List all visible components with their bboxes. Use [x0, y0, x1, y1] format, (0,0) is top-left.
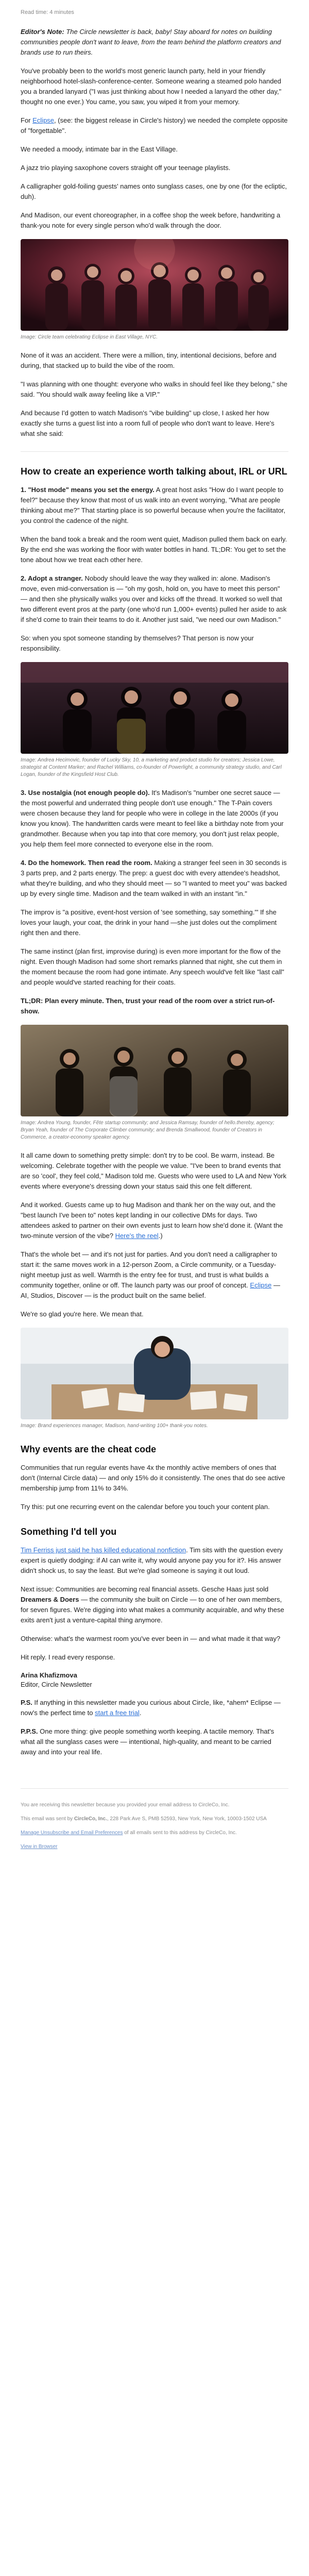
free-trial-link[interactable]: start a free trial: [95, 1709, 140, 1717]
none-paragraph: None of it was an accident. There were a million, tiny, intentional decisions, before and during, that stacked up to build the vibe of the room.: [21, 351, 277, 369]
photo-caption: Image: Brand experiences manager, Madison, hand-writing 100+ thank-you notes.: [21, 1423, 208, 1429]
worked-text: And it worked. Guests came up to hug Madison and thank her on the way out, and the "best launch I've been to" notes kept landing in our collective DMs for days. Two attendees asked to partner on their own events just to learn how she'd done it. (Want the two-minute version of the vibe?: [21, 1201, 283, 1240]
eclipse-paragraph: [21, 115, 288, 136]
news-bold: Dreamers & Doers: [21, 1596, 79, 1603]
photo-caption: Image: Circle team celebrating Eclipse in East Village, NYC.: [21, 334, 158, 340]
footer-address: , 228 Park Ave S, PMB 52593, New York, New York, 10003-1502 USA: [107, 1816, 267, 1822]
read-time: Read time: 4 minutes: [21, 9, 74, 15]
together-paragraph: It all came down to something pretty simple: don't try to be cool. Be warm, instead. Be welcoming. Celebrate together with the people we value. "I've been to brand events that are so 'cool', they feel cold," Madison told me. Guests who were used to LA and New York events where everyone's dressing down your status said this one felt different.: [21, 1151, 287, 1190]
tip-adopt-stranger: [21, 573, 288, 625]
so-paragraph: So: when you spot someone standing by themselves? That person is now your responsibility.: [21, 634, 254, 652]
footer-manage: [21, 1829, 288, 1837]
section-title-why-events: Why events are the cheat code: [21, 1444, 157, 1454]
thats-end: — AI, Studios, Discover — is the product built on the same belief.: [21, 1281, 280, 1299]
sig-name-text: Arina Khafizmova: [21, 1671, 77, 1679]
editors-note-text: The Circle newsletter is back, baby! Stay aboard for notes on building communities people don't want to leave, from the team behind the platform creators and brands use to run theirs.: [21, 28, 281, 56]
tip-homework: [21, 858, 288, 899]
tip-nostalgia: [21, 788, 288, 850]
pps-text: One more thing: give people something worth keeping. A tactile memory. That's what all the sunglass cases were — intentional, high-quality, and meant to be carried away and into your real life.: [21, 1727, 274, 1756]
tip-lead: 1. "Host mode" means you set the energy.: [21, 486, 154, 494]
thats-paragraph: [21, 1249, 288, 1301]
quote-paragraph: "I was planning with one thought: everyone who walks in should feel like they belong," she said. "You should walk away feeling like a VIP.": [21, 380, 287, 398]
tip-text: Making a stranger feel seen in 30 seconds is 3 parts prep, and 2 parts energy. The prep: a guest doc with every attendee's headshot, what they're building, and who they should meet — so "I wanted to meet you" was backed up by every single time. Madison and the team walked in with an instant "in.": [21, 859, 287, 897]
footer-company: CircleCo, Inc.: [74, 1816, 107, 1822]
band-paragraph: When the band took a break and the room went quiet, Madison pulled them back on early. By the end she was working the floor with water bottles in hand. TL;DR: You get to set the tone about how we treat each other here.: [21, 535, 287, 564]
pps-paragraph: [21, 1726, 288, 1757]
photo-team-celebrating: [21, 239, 288, 331]
tip-lead: 4. Do the homework. Then read the room.: [21, 859, 152, 867]
news-post: — the community she built on Circle — to one of her own members, for seven figures. We're digging into what makes a community acquirable, and why these exits aren't just a venture-capital thing anymore.: [21, 1596, 284, 1624]
next-issue-paragraph: [21, 1584, 288, 1625]
glad-paragraph: We're so glad you're here. We mean that.: [21, 1310, 144, 1318]
worked-end: .): [158, 1232, 163, 1240]
tip-lead: 3. Use nostalgia (not enough people do).: [21, 789, 150, 796]
same-paragraph: The same instinct (plan first, improvise during) is even more important for the flow of the night. Even though Madison had some short remarks planned that night, she cut them in the moment because the room had gone intimate. Any speech would've felt like "last call" and people would've started reaching for their coats.: [21, 947, 284, 986]
footer-sent-pre: This email was sent by: [21, 1816, 74, 1822]
tldr-paragraph: [21, 996, 288, 1016]
footer-manage-text: of all emails sent to this address by CircleCo, Inc.: [123, 1830, 237, 1836]
hit-reply-paragraph: Hit reply. I read every response.: [21, 1653, 115, 1661]
footer-received: You are receiving this newsletter because you provided your email address to CircleCo, Inc.: [21, 1802, 230, 1808]
pps-label: P.P.S.: [21, 1727, 38, 1735]
photo-guests-group: [21, 662, 288, 754]
tim-paragraph: [21, 1545, 288, 1576]
tip-text: It's Madison's "number one secret sauce — the most powerful and underrated thing people don't use enough." The T-Pain covers were chosen because they land for people who were in college in the late 2000s (if you know you know). The handwritten cards were meant to feel like a birthday note from your grandmother. Because when you tap into that core memory, you don't just relax people, you help them feel more connected to everyone else in the room.: [21, 789, 284, 848]
tip-text: A great host asks "How do I want people to feel?" because they know that most of us walk into an event worrying, "What are people thinking about me?" That starting place is so powerful because when you're the facilitator, you control the cadence of the night.: [21, 486, 286, 524]
section-title-how-to: How to create an experience worth talking about, IRL or URL: [21, 466, 287, 477]
eclipse-link[interactable]: Eclipse: [32, 116, 55, 124]
eclipse-post: , (see: the biggest release in Circle's history) we needed the complete opposite of "forgettable".: [21, 116, 288, 134]
newsletter: [21, 0, 288, 1851]
view-in-browser-link[interactable]: View in Browser: [21, 1844, 58, 1850]
editors-note: [21, 27, 288, 58]
tip-host-mode: [21, 485, 288, 526]
try-paragraph: Try this: put one recurring event on the calendar before you touch your content plan.: [21, 1503, 270, 1511]
intimate-paragraph: We needed a moody, intimate bar in the East Village.: [21, 145, 178, 153]
madison-paragraph: And Madison, our event choreographer, in a coffee shop the week before, handwriting a thank-you note for every single person who'd walk through the door.: [21, 211, 281, 229]
tim-text: . Tim sits with the question every expert is quietly dodging: if AI can write it, why would anyone pay you for it?. His answer didn't shock us, to say the least. But we're glad someone is saying it out loud.: [21, 1546, 283, 1574]
news-pre: Next issue: Communities are becoming real financial assets. Gesche Haas just sold: [21, 1585, 269, 1593]
tim-ferriss-link[interactable]: Tim Ferriss just said he has killed educational nonfiction: [21, 1546, 186, 1554]
improv-paragraph: The improv is "a positive, event-host version of 'see something, say something.'" If she loves your laugh, your coat, the drink in your hand —she just doles out the compliment right then and there.: [21, 908, 277, 937]
editors-note-label: Editor's Note:: [21, 28, 64, 36]
eclipse-pre: For: [21, 116, 33, 124]
worked-paragraph: [21, 1200, 288, 1241]
ps-label: P.S.: [21, 1699, 32, 1706]
calligrapher-paragraph: A calligrapher gold-foiling guests' names onto sunglass cases, one by one (for the ecliptic, duh).: [21, 182, 287, 200]
tldr-text: TL;DR: Plan every minute. Then, trust your read of the room over a strict run-of-show.: [21, 997, 275, 1015]
thats-text: That's the whole bet — and it's not just for parties. And you don't need a calligrapher to start it: the same moves work in a 12-person Zoom, a Circle community, or a Tuesday-night meetup just as well. Warmth is the entry fee for trust, and trust is what builds a community together, online or off. The launch party was our proof of concept.: [21, 1250, 278, 1289]
reel-link[interactable]: Here's the reel: [115, 1232, 159, 1240]
section-title-something: Something I'd tell you: [21, 1527, 117, 1537]
photo-founders-group: [21, 1025, 288, 1116]
footer-divider: [21, 1788, 288, 1789]
tip-lead: 2. Adopt a stranger.: [21, 574, 83, 582]
ps-text-end: .: [139, 1709, 142, 1717]
signature-role: Editor, Circle Newsletter: [21, 1681, 92, 1688]
photo-madison-writing: [21, 1328, 288, 1419]
eclipse-link-2[interactable]: Eclipse: [250, 1281, 272, 1289]
because-paragraph: And because I'd gotten to watch Madison's "vibe building" up close, I asked her how exactly she turns a guest list into a room full of people who don't want to leave. Here's what she said:: [21, 409, 274, 437]
divider: [21, 451, 288, 452]
footer-sent: [21, 1815, 288, 1823]
ps-text: If anything in this newsletter made you curious about Circle, like, *ahem* Eclipse — now's the perfect time to: [21, 1699, 281, 1717]
intro-paragraph: You've probably been to the world's most generic launch party, held in your friendly neighborhood hotel-slash-conference-center. Someone wearing a steamed polo handed you a branded lanyard ("I was just thinking about how I needed a lanyard the other day," thought no one ever.) You came, you saw, you wiped it from your memory.: [21, 67, 282, 106]
ps-paragraph: [21, 1698, 288, 1718]
photo-caption: Image: Andrea Young, founder, Fête startup community; and Jessica Ramsay, founder of hello.thereby, agency; Bryan Yeah, founder of The Corporate Climber community; and Brenda Smallwood, founder of Creators in Commerce, a creator-economy speaker agency.: [21, 1120, 274, 1140]
signature-name: [21, 1671, 288, 1680]
why-paragraph: Communities that run regular events have 4x the monthly active members of ones that don't (Internal Circle data) — and only 15% do it consistently. The ones that do see active membership jump from 11% to 34%.: [21, 1464, 285, 1492]
footer-view: [21, 1843, 288, 1851]
manage-preferences-link[interactable]: Manage Unsubscribe and Email Preferences: [21, 1830, 123, 1836]
footer: [21, 1801, 288, 1851]
jazz-paragraph: A jazz trio playing saxophone covers straight off your teenage playlists.: [21, 164, 231, 172]
tip-text: Nobody should leave the way they walked in: alone. Madison's move, even mid-conversation is — "oh my gosh, hold on, you have to meet this person" — and then she physically walks you over and kicks off the thread. It worked so well that two different event pros at the party (one who'd run 1,000+ events) pulled her aside to ask if she'd come to train their teams to do it. Another just said, "we need our own Madison.": [21, 574, 287, 623]
otherwise-paragraph: Otherwise: what's the warmest room you've ever been in — and what made it that way?: [21, 1635, 281, 1642]
photo-caption: Image: Andrea Hecimovic, founder of Lucky Sky, 10, a marketing and product studio for creators; Jessica Lowe, strategist at Content Marker; and Rachel Williams, co-founder of Powerlight, a community strategy studio, and Carl Logan, founder of the Kingsfield Host Club.: [21, 757, 282, 777]
signature: [21, 1671, 288, 1689]
